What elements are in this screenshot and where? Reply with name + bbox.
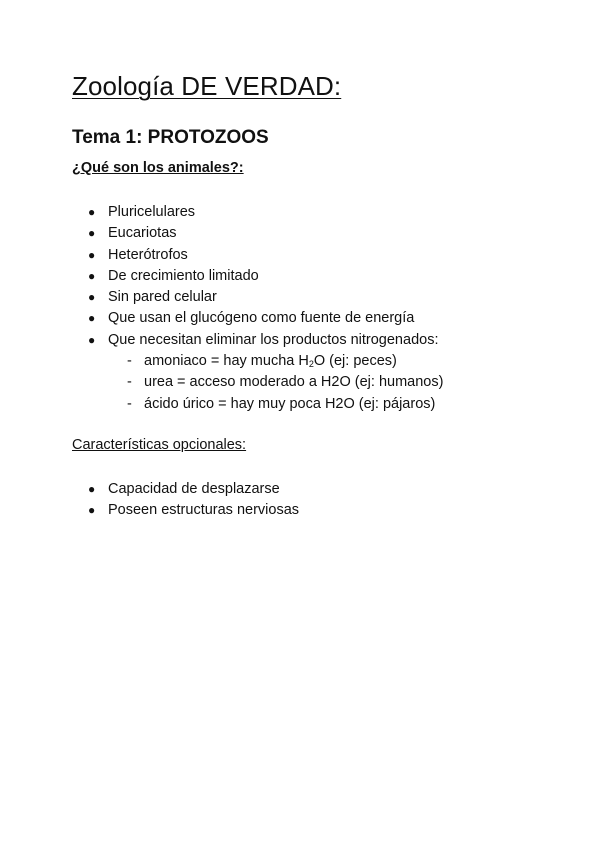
bullet-icon: ● <box>88 268 96 283</box>
list-item-text: Eucariotas <box>108 225 177 242</box>
list-item <box>72 202 443 223</box>
list-item <box>72 287 443 308</box>
list-item-text: Sin pared celular <box>108 289 217 306</box>
list-item <box>72 245 443 266</box>
subheading-what-are-animals: ¿Qué son los animales?: <box>72 160 244 176</box>
list-item <box>72 266 443 287</box>
bullet-icon: ● <box>88 503 96 518</box>
bullet-icon: ● <box>88 290 96 305</box>
bullet-icon: ● <box>88 226 96 241</box>
urea-text: urea = acceso moderado a H2O (ej: humanos) <box>144 374 444 391</box>
list-item-text: Poseen estructuras nerviosas <box>108 502 300 519</box>
bullet-icon: ● <box>88 311 96 326</box>
list-item <box>72 330 443 415</box>
dash-icon: - <box>127 395 132 412</box>
bullet-icon: ● <box>88 247 96 262</box>
list-item <box>72 479 299 500</box>
section-heading: Tema 1: PROTOZOOS <box>72 127 269 148</box>
ammonia-text-before: amoniaco = hay mucha H <box>144 353 309 370</box>
list-item-text: Que necesitan eliminar los productos nitrogenados: <box>108 331 439 348</box>
list-item-text: Heterótrofos <box>108 246 188 263</box>
sublist-item-uric-acid <box>108 394 443 415</box>
bullet-icon: ● <box>88 332 96 347</box>
sublist-item-urea <box>108 372 443 393</box>
list-item <box>72 223 443 244</box>
list-item-text: Que usan el glucógeno como fuente de energía <box>108 310 415 327</box>
list-item <box>72 500 299 521</box>
list-item-text: De crecimiento limitado <box>108 267 259 284</box>
subscript-two: 2 <box>308 359 314 370</box>
list-item <box>72 308 443 329</box>
animal-characteristics-list <box>72 202 443 415</box>
nitrogen-products-sublist <box>108 351 443 415</box>
list-item-text: Pluricelulares <box>108 204 196 220</box>
ammonia-text-after: O (ej: peces) <box>313 353 397 370</box>
sublist-item-ammonia <box>108 351 443 372</box>
optional-characteristics-list <box>72 479 299 522</box>
bullet-icon: ● <box>88 205 96 219</box>
bullet-icon: ● <box>88 482 96 496</box>
uric-acid-text: ácido úrico = hay muy poca H2O (ej: pájaros) <box>144 395 436 412</box>
optional-characteristics-heading: Características opcionales: <box>72 437 247 453</box>
list-item-text: Capacidad de desplazarse <box>108 481 280 497</box>
document-title: Zoología DE VERDAD: <box>72 71 342 101</box>
dash-icon: - <box>127 353 132 370</box>
dash-icon: - <box>127 374 132 391</box>
